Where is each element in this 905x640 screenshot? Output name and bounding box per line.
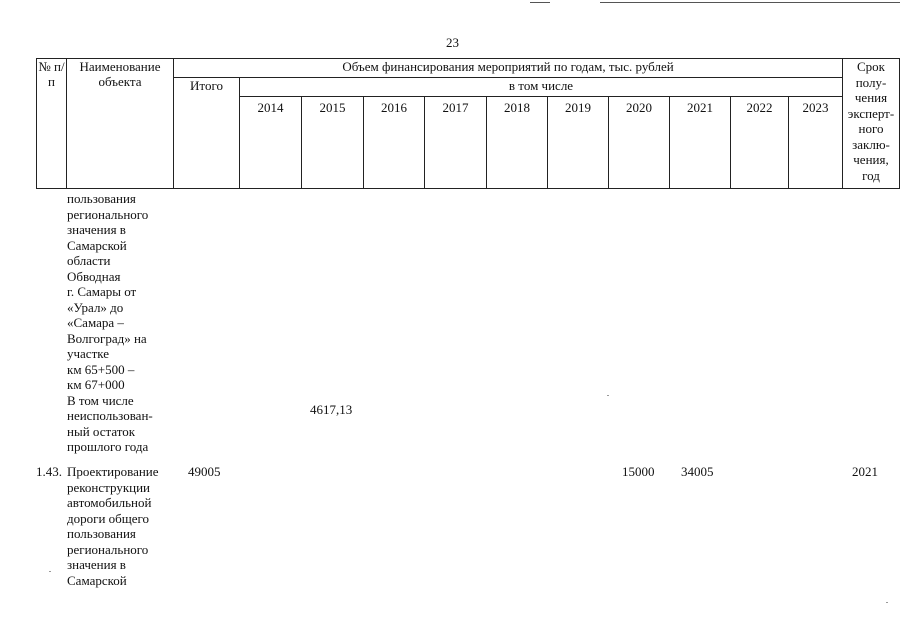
year-header: 2016 — [364, 97, 425, 189]
num-col-header: № п/п — [37, 59, 67, 189]
row-2015-value: 4617,13 — [310, 402, 353, 417]
row-2020-value: 15000 — [622, 464, 655, 479]
year-header: 2022 — [731, 97, 789, 189]
scan-speck — [49, 571, 51, 572]
year-header: 2015 — [302, 97, 364, 189]
year-header: 2018 — [487, 97, 548, 189]
funding-col-header: Объем финансирования мероприятий по годам, тыс. рублей — [174, 59, 843, 78]
scan-speck — [886, 602, 888, 603]
incl-col-header: в том числе — [240, 78, 843, 97]
year-header: 2019 — [548, 97, 609, 189]
scan-speck — [607, 395, 609, 396]
term-col-header: Срок полу-чения эксперт-ного заклю-чения, год — [843, 59, 900, 189]
year-header: 2014 — [240, 97, 302, 189]
row-term-value: 2021 — [852, 464, 878, 479]
row-object-name: Проектирование реконструкции автомобильной дороги общего пользования регионального значения в Самарской — [67, 464, 159, 588]
year-header: 2023 — [789, 97, 843, 189]
funding-table-header — [36, 58, 900, 189]
year-header: 2021 — [670, 97, 731, 189]
row-object-name: пользования регионального значения в Самарской области Обводная г. Самары от «Урал» до «Самара – Волгоград» на участке км 65+500 – км 67+000 В том числе неиспользован- ный остаток прошлого года — [67, 191, 153, 454]
total-col-header: Итого — [174, 78, 240, 189]
name-col-header: Наименование объекта — [67, 59, 174, 189]
row-number: 1.43. — [36, 464, 62, 479]
year-header: 2017 — [425, 97, 487, 189]
row-2021-value: 34005 — [681, 464, 714, 479]
page-number: 23 — [446, 35, 459, 50]
year-header: 2020 — [609, 97, 670, 189]
top-rule-right — [600, 2, 900, 3]
row-total-value: 49005 — [188, 464, 221, 479]
top-rule-left — [530, 2, 550, 3]
